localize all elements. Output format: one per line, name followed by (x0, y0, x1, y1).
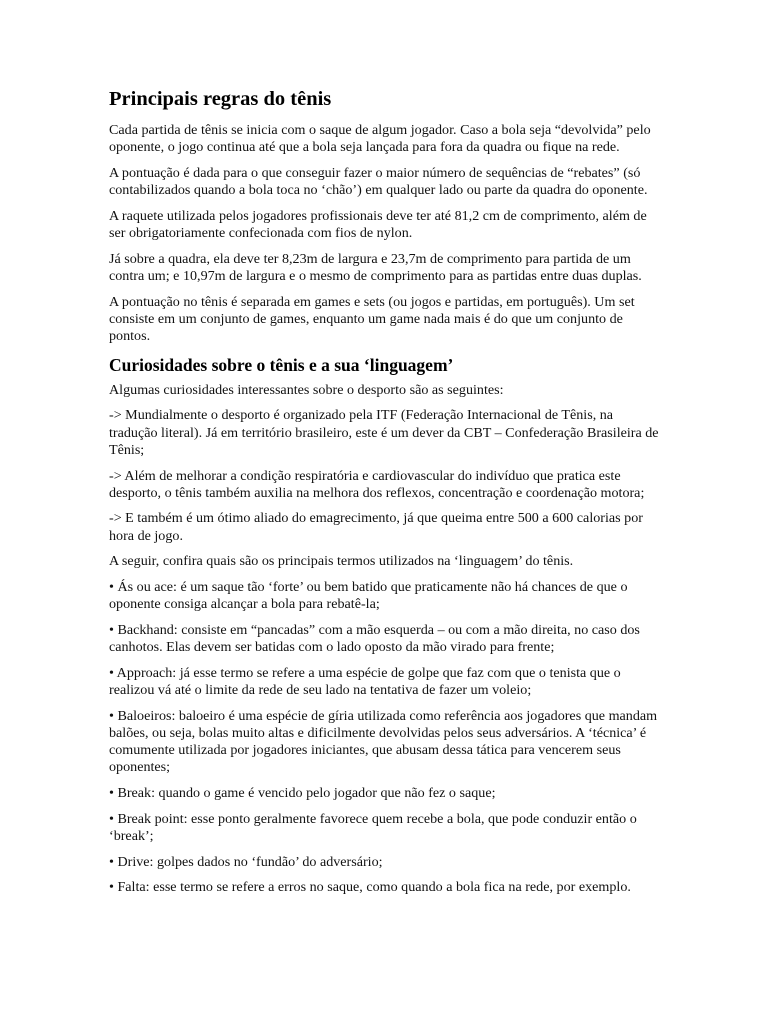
paragraph-intro-terms: A seguir, confira quais são os principais termos utilizados na ‘linguagem’ do tênis. (109, 553, 574, 570)
paragraph-intro-curiosities: Algumas curiosidades interessantes sobre o desporto são as seguintes: (109, 381, 504, 398)
page-title: Principais regras do tênis (109, 88, 332, 110)
list-item-itf: -> Mundialmente o desporto é organizado pela ITF (Federação Internacional de Tênis, na tradução literal). Já em território brasileiro, este é um dever da CBT – Confederação Brasileira de Tênis; (109, 407, 659, 458)
paragraph-racket: A raquete utilizada pelos jogadores profissionais deve ter até 81,2 cm de comprimento, além de ser obrigatoriamente confecionada com fios de nylon. (109, 207, 647, 242)
document-content (109, 86, 664, 905)
term-baloeiros: • Baloeiros: baloeiro é uma espécie de gíria utilizada como referência aos jogadores que mandam balões, ou seja, bolas muito altas e dificilmente devolvidas pelos seus adversários. A ‘técnica’ é comumente utilizada por jogadores iniciantes, que abusam dessa tática para vencerem seus oponentes; (109, 707, 658, 776)
paragraph-scoring: A pontuação é dada para o que conseguir fazer o maior número de sequências de “rebates” (só contabilizados quando a bola toca no ‘chão’) em qualquer lado ou parte da quadra do oponente. (109, 164, 648, 199)
term-ace: • Ás ou ace: é um saque tão ‘forte’ ou bem batido que praticamente não há chances de que o oponente consiga alcançar a bola para rebatê-la; (109, 579, 628, 613)
term-falta: • Falta: esse termo se refere a erros no saque, como quando a bola fica na rede, por exemplo. (109, 879, 631, 896)
paragraph-games-sets: A pontuação no tênis é separada em games e sets (ou jogos e partidas, em português). Um set consiste em um conjunto de games, enquanto um game nada mais é do que um conjunto de pontos. (109, 293, 635, 345)
list-item-health: -> Além de melhorar a condição respiratória e cardiovascular do indivíduo que pratica este desporto, o tênis também auxilia na melhora dos reflexos, concentração e coordenação motora; (109, 467, 645, 501)
paragraph-match-start: Cada partida de tênis se inicia com o saque de algum jogador. Caso a bola seja “devolvida” pelo oponente, o jogo continua até que a bola seja lançada para fora da quadra ou fique na rede. (109, 122, 651, 156)
term-approach: • Approach: já esse termo se refere a uma espécie de golpe que faz com que o tenista que o realizou vá até o limite da rede de seu lado na tentativa de fazer um voleio; (109, 664, 621, 699)
term-drive: • Drive: golpes dados no ‘fundão’ do adversário; (109, 853, 383, 870)
term-break: • Break: quando o game é vencido pelo jogador que não fez o saque; (109, 785, 496, 802)
term-backhand: • Backhand: consiste em “pancadas” com a mão esquerda – ou com a mão direita, no caso dos canhotos. Elas devem ser batidas com o lado oposto da mão virado para frente; (109, 621, 640, 656)
paragraph-court: Já sobre a quadra, ela deve ter 8,23m de largura e 23,7m de comprimento para partida de um contra um; e 10,97m de largura e o mesmo de comprimento para as partidas entre duas duplas. (109, 250, 642, 284)
term-break-point: • Break point: esse ponto geralmente favorece quem recebe a bola, que pode conduzir então o ‘break’; (109, 810, 637, 844)
list-item-calories: -> E também é um ótimo aliado do emagrecimento, já que queima entre 500 a 600 calorias por hora de jogo. (109, 510, 643, 544)
section-heading-curiosities: Curiosidades sobre o tênis e a sua ‘linguagem’ (109, 354, 454, 375)
